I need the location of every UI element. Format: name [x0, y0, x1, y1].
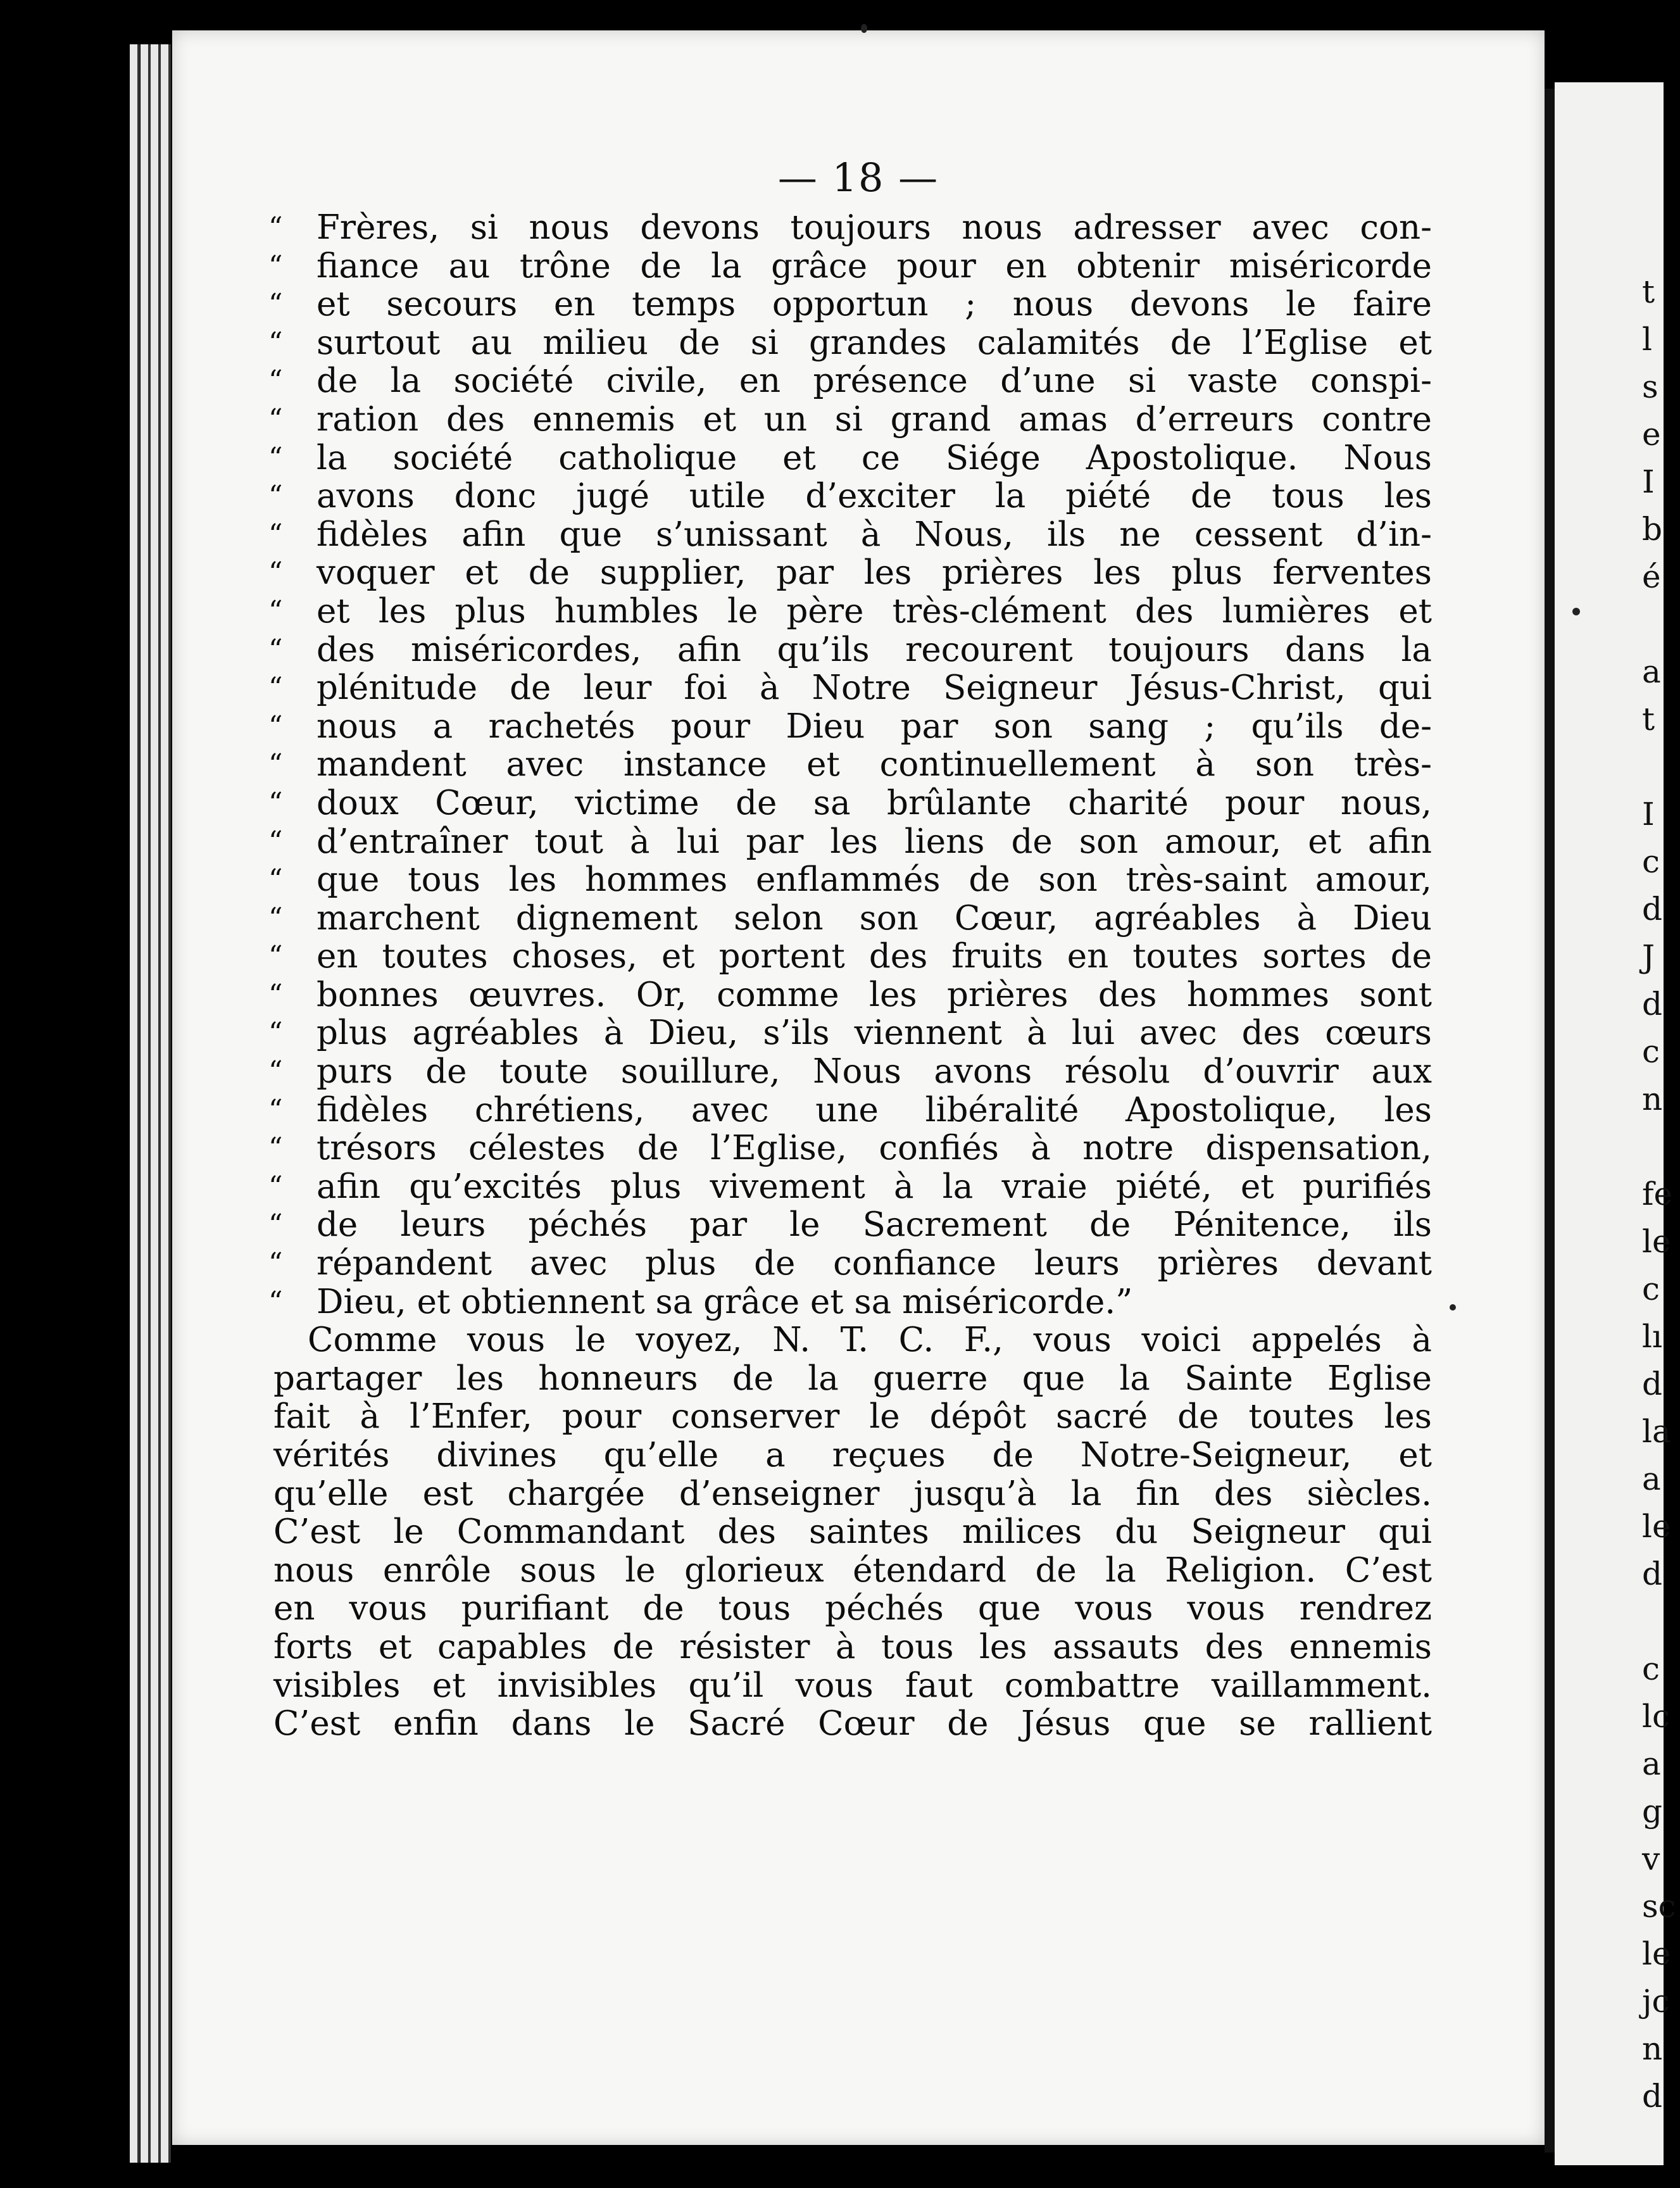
quoted-text-line: [268, 515, 1432, 555]
line-text: fidèles chrétiens, avec une libéralité Apostolique, les: [317, 1090, 1432, 1129]
facing-page-letter: c: [1642, 1271, 1660, 1307]
facing-page-letter: e: [1642, 416, 1661, 453]
facing-page-letter: le: [1642, 1223, 1671, 1260]
quoted-text-line: [268, 285, 1432, 324]
line-text: Frères, si nous devons toujours nous adresser avec con-: [317, 208, 1432, 247]
book-gutter: [1545, 89, 1555, 2153]
paragraph-text-line: Comme vous le voyez, N. T. C. F., vous voici appelés à: [308, 1321, 1432, 1360]
opening-quote-mark: “: [268, 978, 283, 1011]
scan-speck: [861, 24, 867, 33]
facing-page-letter: lı: [1642, 1318, 1662, 1355]
facing-page-letter: d: [1642, 1366, 1663, 1402]
quoted-letter-excerpt: [268, 208, 1432, 1321]
line-text: avons donc jugé utile d’exciter la piété de tous les: [317, 477, 1432, 516]
opening-quote-mark: “: [268, 825, 283, 858]
facing-page-letter: d: [1642, 986, 1663, 1022]
quoted-text-line: [268, 630, 1432, 670]
quoted-text-line: [268, 477, 1432, 516]
facing-page-letter: g: [1642, 1793, 1663, 1830]
facing-page-letter: d: [1642, 1556, 1663, 1592]
paragraph-text-line: C’est enfin dans le Sacré Cœur de Jésus que se rallient: [273, 1704, 1432, 1744]
commentary-paragraph: [273, 1321, 1432, 1744]
opening-quote-mark: “: [268, 556, 283, 589]
paragraph-text-line: nous enrôle sous le glorieux étendard de la Religion. C’est: [273, 1550, 1432, 1590]
opening-quote-mark: “: [268, 864, 283, 896]
line-text: trésors célestes de l’Eglise, confiés à notre dispensation,: [317, 1129, 1432, 1168]
line-text: surtout au milieu de si grandes calamités de l’Eglise et: [317, 323, 1432, 362]
page-leaf-edge: [161, 44, 171, 2163]
opening-quote-mark: “: [268, 902, 283, 934]
quoted-text-line: [268, 898, 1432, 938]
line-text: doux Cœur, victime de sa brûlante charité pour nous,: [317, 783, 1432, 822]
line-text: mandent avec instance et continuellement à son très-: [317, 745, 1432, 784]
quoted-text-line: [268, 860, 1432, 900]
quoted-text-line: [268, 1014, 1432, 1053]
facing-page-letter: l: [1642, 321, 1652, 358]
paragraph-text-line: vérités divines qu’elle a reçues de Notre-Seigneur, et: [273, 1436, 1432, 1474]
facing-page-letter: t: [1642, 274, 1655, 310]
opening-quote-mark: “: [268, 786, 283, 819]
quoted-text-line: [268, 1167, 1432, 1207]
paragraph-text-line: qu’elle est chargée d’enseigner jusqu’à la fin des siècles.: [273, 1474, 1432, 1513]
scan-speck: [1572, 608, 1580, 615]
quoted-text-line: [268, 1129, 1432, 1168]
line-text: répandent avec plus de confiance leurs prières devant: [317, 1244, 1432, 1283]
opening-quote-mark: “: [268, 211, 283, 244]
facing-page-letter: v: [1642, 1840, 1660, 1877]
line-text: Dieu, et obtiennent sa grâce et sa miséricorde.”: [317, 1282, 1133, 1321]
quoted-text-line: [268, 1282, 1432, 1322]
opening-quote-mark: “: [268, 518, 283, 551]
quoted-text-line: [268, 208, 1432, 248]
opening-quote-mark: “: [268, 480, 283, 513]
paragraph-text-line: C’est le Commandant des saintes milices du Seigneur qui: [273, 1512, 1432, 1552]
line-text: ration des ennemis et un si grand amas d’erreurs contre: [317, 399, 1432, 439]
opening-quote-mark: “: [268, 594, 283, 627]
facing-page-letter: é: [1642, 558, 1661, 595]
line-text: afin qu’excités plus vivement à la vraie piété, et purifiés: [317, 1167, 1432, 1206]
opening-quote-mark: “: [268, 1247, 283, 1280]
quoted-text-line: [268, 362, 1432, 401]
quoted-text-line: [268, 937, 1432, 976]
opening-quote-mark: “: [268, 633, 283, 666]
line-text: fidèles afin que s’unissant à Nous, ils ne cessent d’in-: [317, 515, 1432, 554]
quoted-text-line: [268, 975, 1432, 1015]
facing-page-letter: t: [1642, 701, 1655, 738]
opening-quote-mark: “: [268, 1209, 283, 1242]
page-leaf-edge: [130, 44, 140, 2163]
opening-quote-mark: “: [268, 1017, 283, 1050]
quoted-text-line: [268, 707, 1432, 746]
facing-page-letter: b: [1642, 511, 1663, 548]
quoted-text-line: [268, 591, 1432, 631]
facing-page-letter: d: [1642, 891, 1663, 927]
line-text: nous a rachetés pour Dieu par son sang ; qu’ils de-: [317, 707, 1432, 746]
quoted-text-line: [268, 669, 1432, 708]
opening-quote-mark: “: [268, 1093, 283, 1126]
line-text: et les plus humbles le père très-clément des lumières et: [317, 591, 1432, 631]
facing-page-letter: J: [1642, 938, 1655, 975]
facing-page-letter: la: [1642, 1413, 1671, 1450]
facing-page-letter: a: [1642, 1461, 1661, 1497]
facing-page-letter: c: [1642, 1033, 1660, 1070]
opening-quote-mark: “: [268, 288, 283, 321]
line-text: purs de toute souillure, Nous avons résolu d’ouvrir aux: [317, 1052, 1432, 1091]
facing-page-letter: fe: [1642, 1176, 1673, 1212]
facing-page-letter: le: [1642, 1935, 1671, 1972]
line-text: de leurs péchés par le Sacrement de Pénitence, ils: [317, 1205, 1432, 1245]
line-text: d’entraîner tout à lui par les liens de son amour, et afin: [317, 822, 1432, 861]
line-text: plénitude de leur foi à Notre Seigneur Jésus-Christ, qui: [317, 669, 1432, 708]
paragraph-text-line: forts et capables de résister à tous les assauts des ennemis: [273, 1627, 1432, 1666]
quoted-text-line: [268, 822, 1432, 862]
quoted-text-line: [268, 1052, 1432, 1091]
opening-quote-mark: “: [268, 441, 283, 474]
quoted-text-line: [268, 1205, 1432, 1245]
page-number: — 18 —: [777, 154, 939, 201]
line-text: plus agréables à Dieu, s’ils viennent à lui avec des cœurs: [317, 1014, 1432, 1053]
opening-quote-mark: “: [268, 748, 283, 781]
line-text: fiance au trône de la grâce pour en obtenir miséricorde: [317, 246, 1432, 286]
facing-page-letter: a: [1642, 653, 1661, 690]
facing-page-letter: I: [1642, 796, 1655, 833]
page-leaf-edge: [151, 44, 161, 2163]
facing-page-letter: lc: [1642, 1698, 1670, 1735]
facing-page-letter: I: [1642, 463, 1655, 500]
facing-page-letter: d: [1642, 2078, 1663, 2115]
paragraph-text-line: fait à l’Enfer, pour conserver le dépôt sacré de toutes les: [273, 1397, 1432, 1437]
quoted-text-line: [268, 553, 1432, 593]
quoted-text-line: [268, 438, 1432, 478]
quoted-text-line: [268, 246, 1432, 286]
page-text: [268, 208, 1432, 1744]
opening-quote-mark: “: [268, 365, 283, 398]
opening-quote-mark: “: [268, 1285, 283, 1318]
opening-quote-mark: “: [268, 403, 283, 436]
facing-page-letter: c: [1642, 843, 1660, 880]
opening-quote-mark: “: [268, 1170, 283, 1203]
paragraph-text-line: en vous purifiant de tous péchés que vous vous rendrez: [273, 1589, 1432, 1628]
facing-page-edge: [1555, 82, 1676, 2165]
line-text: voquer et de supplier, par les prières les plus ferventes: [317, 553, 1432, 593]
facing-page-letter: sc: [1642, 1888, 1676, 1925]
facing-page-letter: jc: [1642, 1983, 1670, 2020]
line-text: en toutes choses, et portent des fruits en toutes sortes de: [317, 937, 1432, 976]
line-text: marchent dignement selon son Cœur, agréables à Dieu: [317, 898, 1432, 938]
line-text: la société catholique et ce Siége Apostolique. Nous: [317, 438, 1432, 477]
quoted-text-line: [268, 399, 1432, 439]
line-text: de la société civile, en présence d’une si vaste conspi-: [317, 362, 1432, 401]
opening-quote-mark: “: [268, 710, 283, 743]
quoted-text-line: [268, 323, 1432, 363]
opening-quote-mark: “: [268, 249, 283, 282]
page-leaf-edge: [141, 44, 151, 2163]
quoted-text-line: [268, 783, 1432, 823]
facing-page-letter: le: [1642, 1508, 1671, 1545]
line-text: bonnes œuvres. Or, comme les prières des hommes sont: [317, 975, 1432, 1014]
facing-page-letter: s: [1642, 368, 1658, 405]
quoted-text-line: [268, 1090, 1432, 1130]
paragraph-text-line: partager les honneurs de la guerre que la Sainte Eglise: [273, 1359, 1432, 1398]
line-text: que tous les hommes enflammés de son très-saint amour,: [317, 860, 1432, 900]
opening-quote-mark: “: [268, 1055, 283, 1088]
quoted-text-line: [268, 745, 1432, 784]
facing-page-letter: n: [1642, 2030, 1663, 2067]
quoted-text-line: [268, 1244, 1432, 1283]
opening-quote-mark: “: [268, 672, 283, 705]
opening-quote-mark: “: [268, 1132, 283, 1165]
scan-speck: [1450, 1304, 1456, 1311]
paragraph-text-line: visibles et invisibles qu’il vous faut combattre vaillamment.: [273, 1666, 1432, 1705]
opening-quote-mark: “: [268, 940, 283, 973]
opening-quote-mark: “: [268, 326, 283, 359]
facing-page-letter: a: [1642, 1745, 1661, 1782]
line-text: et secours en temps opportun ; nous devons le faire: [317, 285, 1432, 324]
facing-page-letter: c: [1642, 1650, 1660, 1687]
facing-page-letter: n: [1642, 1081, 1663, 1117]
line-text: des miséricordes, afin qu’ils recourent toujours dans la: [317, 630, 1432, 669]
